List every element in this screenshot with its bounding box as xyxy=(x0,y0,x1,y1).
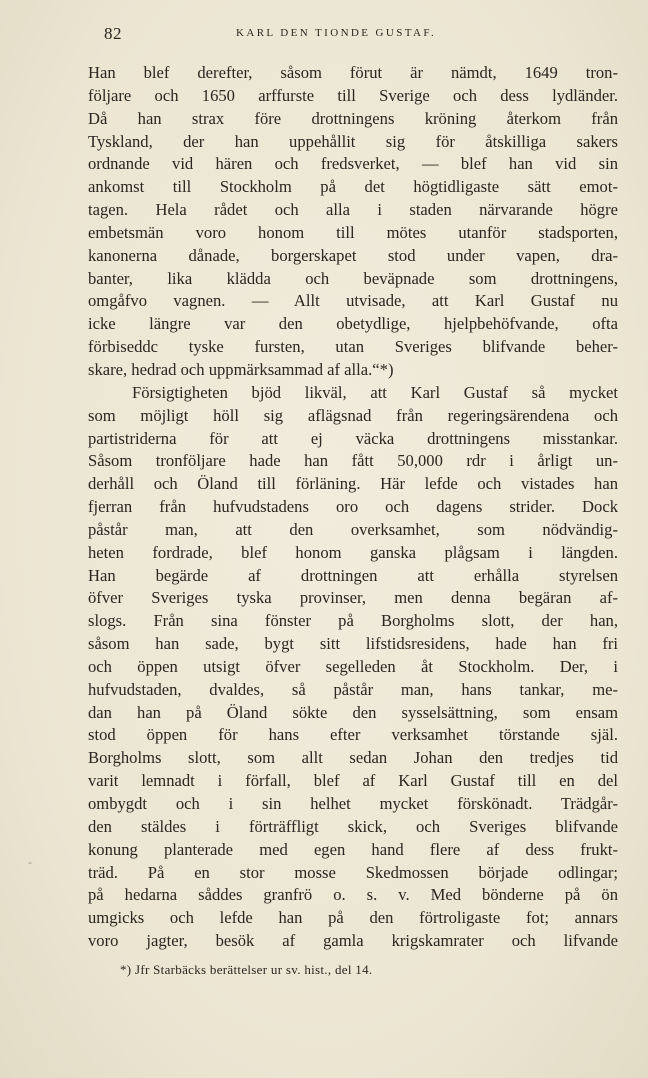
text-line: dan han på Öland sökte den sysselsättning, som ensam xyxy=(88,702,618,722)
running-title: KARL DEN TIONDE GUSTAF. xyxy=(236,27,437,39)
text-line: som möjligt höll sig aflägsnad från regeringsärendena och xyxy=(88,405,618,425)
text-line: omgåfvo vagnen. — Allt utvisade, att Karl Gustaf nu xyxy=(88,291,618,311)
text-line: på hedarna såddes granfrö o. s. v. Med bönderne på ön xyxy=(88,885,618,905)
text-line: såsom han sade, bygt sitt lifstidsresidens, hade han fri xyxy=(88,634,618,654)
text-line: konung planterade med egen hand flere af dess frukt- xyxy=(88,839,618,859)
text-line: förbiseddc tyske fursten, utan Sveriges blifvande beher- xyxy=(88,337,618,357)
text-line: ordnande vid hären och fredsverket, — blef han vid sin xyxy=(88,154,618,174)
text-line: partistriderna för att ej väcka drottningens misstankar. xyxy=(88,428,618,448)
text-line: banter, lika klädda och beväpnade som drottningens, xyxy=(88,268,618,288)
text-line: Borgholms slott, som allt sedan Johan den tredjes tid xyxy=(88,748,618,768)
margin-mark: - xyxy=(28,855,32,869)
text-line: tagen. Hela rådet och alla i staden närvarande högre xyxy=(88,200,618,220)
text-line: öfver Sveriges tyska provinser, men denna begäran af- xyxy=(88,588,618,608)
footnote: *) Jfr Starbäcks berättelser ur sv. hist., del 14. xyxy=(120,962,373,977)
text-line: Han blef derefter, såsom förut är nämdt, 1649 tron- xyxy=(88,63,618,82)
text-line: skare, hedrad och uppmärksammad af alla.“*) xyxy=(88,359,394,379)
page-number: 82 xyxy=(104,24,122,43)
text-line: derhåll och Öland till förläning. Här lefde och vistades han xyxy=(88,474,618,494)
text-line: kanonerna dånade, borgerskapet stod under vapen, dra- xyxy=(88,245,618,265)
text-line: varit lemnadt i förfall, blef af Karl Gustaf till en del xyxy=(88,771,618,791)
text-line: Han begärde af drottningen att erhålla styrelsen xyxy=(88,565,618,585)
text-line: umgicks och lefde han på den förtroligaste fot; annars xyxy=(88,908,618,928)
text-line: stod öppen för hans efter verksamhet törstande själ. xyxy=(88,725,618,745)
text-line: Då han strax före drottningens kröning återkom från xyxy=(88,108,618,128)
text-line: följare och 1650 arffurste till Sverige och dess lydländer. xyxy=(88,85,618,105)
text-line: Tyskland, der han uppehållit sig för åtskilliga sakers xyxy=(88,131,618,151)
text-line: Försigtigheten bjöd likväl, att Karl Gustaf så mycket xyxy=(132,382,618,402)
text-line: ankomst till Stockholm på det högtidligaste sätt emot- xyxy=(88,177,618,197)
text-line: hufvudstaden, dvaldes, så påstår man, hans tankar, me- xyxy=(88,679,618,699)
text-line: påstår man, att den overksamhet, som nödvändig- xyxy=(88,519,618,539)
text-line: embetsmän voro honom till mötes utanför stadsporten, xyxy=(88,222,618,242)
text-line: heten fordrade, blef honom ganska plågsam i längden. xyxy=(88,542,618,562)
body-text xyxy=(88,62,618,953)
text-line: fjerran från hufvudstadens oro och dagens strider. Dock xyxy=(88,497,618,517)
text-line: icke längre var den obetydlige, hjelpbehöfvande, ofta xyxy=(88,314,618,334)
text-line: slogs. Från sina fönster på Borgholms slott, der han, xyxy=(88,611,618,631)
text-line: träd. På en stor mosse Skedmossen började odlingar; xyxy=(88,862,618,882)
text-line: den stäldes i förträffligt skick, och Sveriges blifvande xyxy=(88,816,618,836)
text-line: ombygdt och i sin helhet mycket förskönadt. Trädgår- xyxy=(88,794,618,813)
page-header xyxy=(104,24,624,46)
text-line: voro jagter, besök af gamla krigskamrater och lifvande xyxy=(88,931,618,951)
text-line: och öppen utsigt öfver segelleden åt Stockholm. Der, i xyxy=(88,656,618,676)
text-line: Såsom tronföljare hade han fått 50,000 rdr i årligt un- xyxy=(88,451,618,471)
